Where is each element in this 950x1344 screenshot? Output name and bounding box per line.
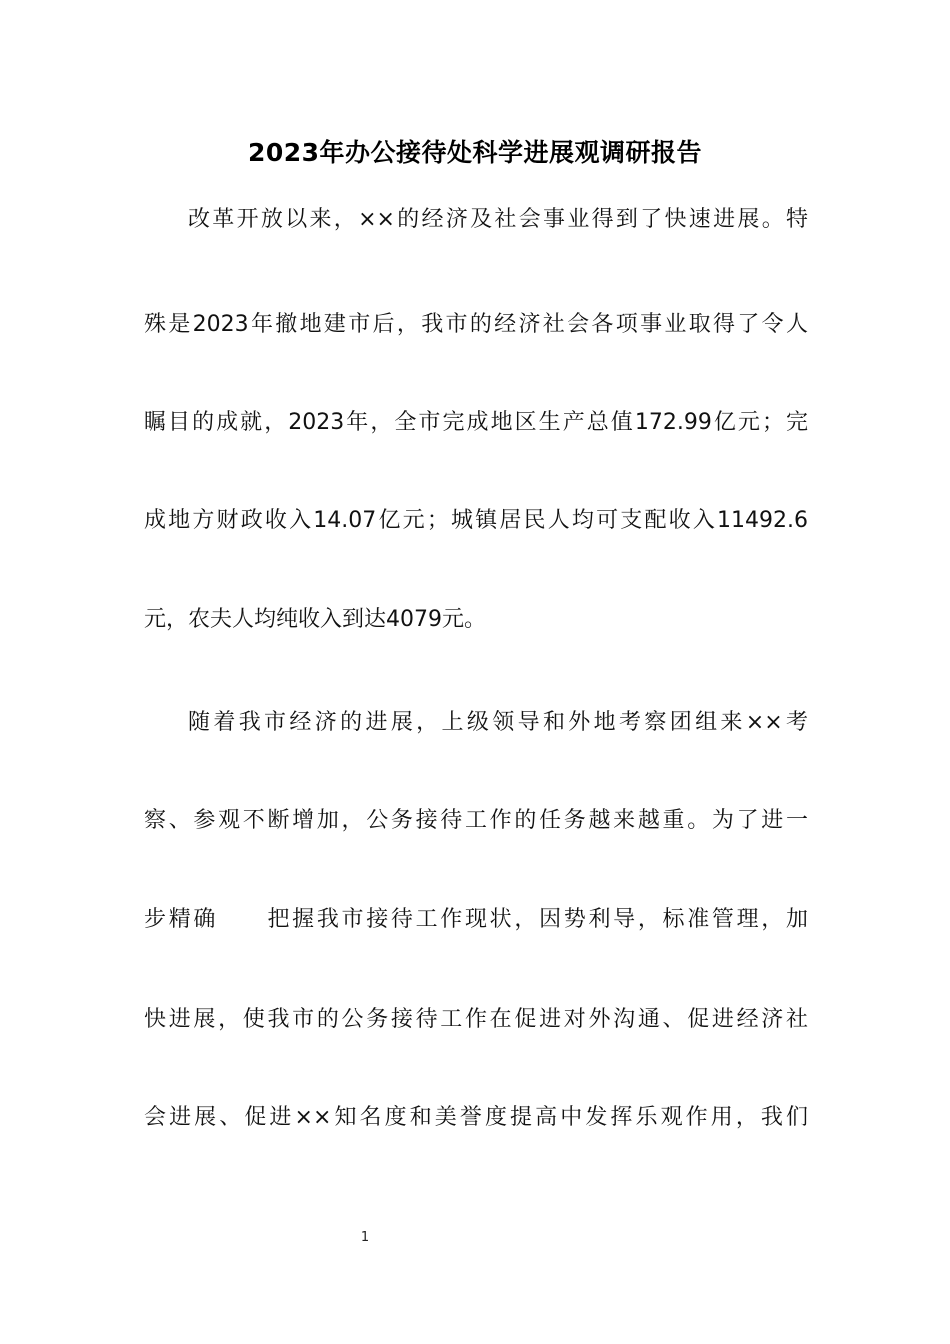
- document-title: 2023年办公接待处科学进展观调研报告: [247, 138, 703, 167]
- paragraph-line: 元，农夫人均纯收入到达4079元。: [144, 607, 486, 632]
- paragraph-line: 瞩目的成就，2023年，全市完成地区生产总值172.99亿元；完: [144, 410, 808, 435]
- paragraph-line: 会进展、促进××知名度和美誉度提高中发挥乐观作用，我们: [144, 1105, 808, 1130]
- paragraph-line: 殊是2023年撤地建市后，我市的经济社会各项事业取得了令人: [144, 312, 808, 337]
- paragraph-line: 改革开放以来，××的经济及社会事业得到了快速进展。特: [188, 207, 808, 232]
- paragraph-line: 步精确 把握我市接待工作现状，因势利导，标准管理，加: [144, 907, 808, 932]
- page-number: 1: [360, 1230, 370, 1245]
- paragraph-line: 成地方财政收入14.07亿元；城镇居民人均可支配收入11492.6: [144, 508, 808, 533]
- paragraph-line: 随着我市经济的进展，上级领导和外地考察团组来××考: [188, 710, 808, 735]
- paragraph-line: 快进展，使我市的公务接待工作在促进对外沟通、促进经济社: [144, 1007, 808, 1032]
- paragraph-line: 察、参观不断增加，公务接待工作的任务越来越重。为了进一: [144, 808, 808, 833]
